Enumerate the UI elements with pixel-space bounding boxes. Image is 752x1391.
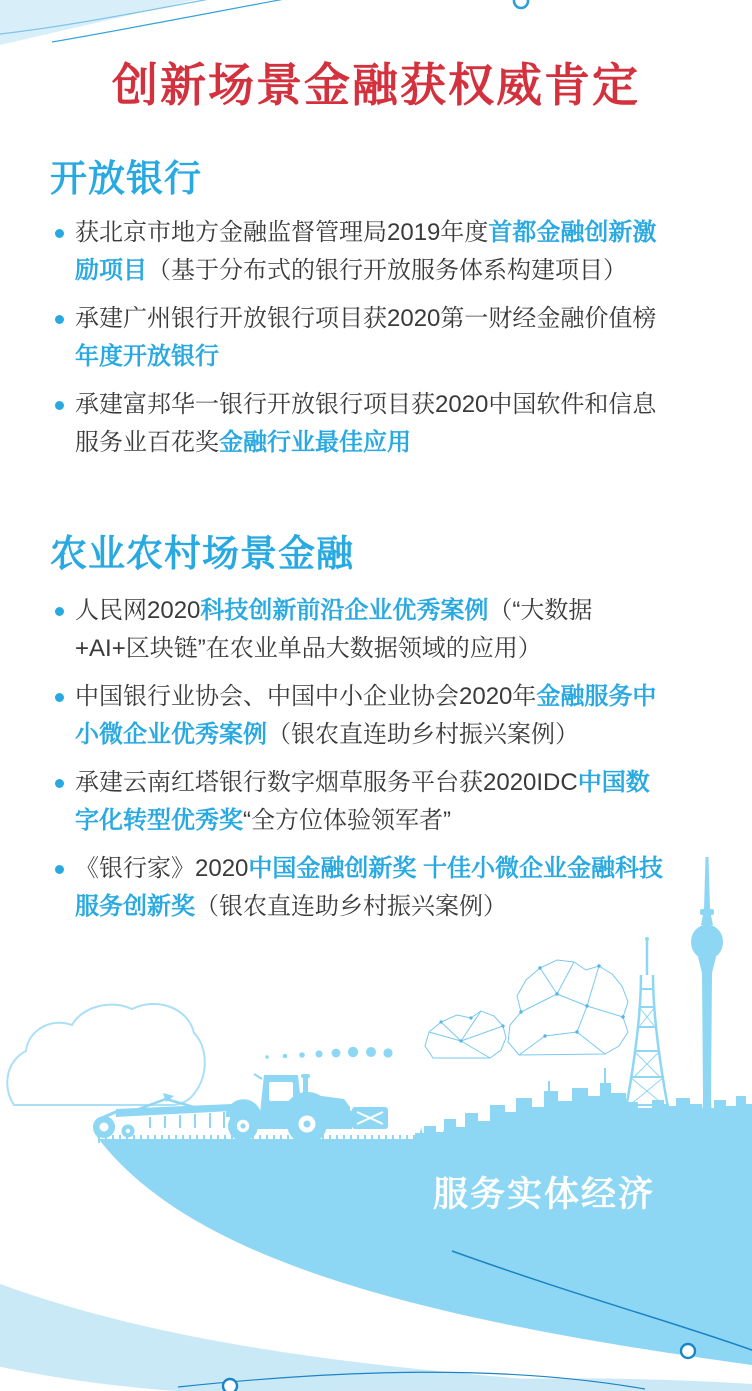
award-text-plain: （银农直连助乡村振兴案例） [267,721,579,748]
ring-icon [514,0,528,8]
award-text-highlight: 中国金融创新奖 十佳小微企业金融科技服务创新奖 [75,855,664,920]
award-text-plain: （基于分布式的银行开放服务体系构建项目） [147,257,627,284]
bullet-dot-icon [55,229,64,238]
section-heading-open-banking: 开放银行 [50,158,202,199]
award-text-highlight: 年度开放银行 [75,343,219,370]
mesh-cloud-icon [425,960,628,1058]
ground-swoosh [92,1130,752,1365]
dots-trail-icon [265,1047,392,1059]
award-item [50,300,665,376]
ring-icon [681,1344,695,1358]
award-text-highlight: 金融服务中小微企业优秀案例 [75,683,657,748]
award-text-highlight: 科技创新前沿企业优秀案例 [200,597,489,624]
bullet-dot-icon [55,693,64,702]
award-item [50,386,665,462]
section-heading-agriculture: 农业农村场景金融 [50,533,354,574]
bullet-dot-icon [55,607,64,616]
award-text-plain: 《银行家》2020 [75,855,249,882]
award-text-plain: （银农直连助乡村振兴案例） [195,893,507,920]
bullet-dot-icon [55,315,64,324]
award-text-plain: “全方位体验领军者” [243,807,451,834]
award-text-plain: 获北京市地方金融监督管理局2019年度 [75,219,489,246]
award-item [50,592,665,668]
award-item [50,678,665,754]
award-text-plain: 承建广州银行开放银行项目获2020第一财经金融价值榜 [75,305,657,332]
award-text-highlight: 中国数字化转型优秀奖 [75,769,650,834]
award-text-highlight: 金融行业最佳应用 [219,429,411,456]
award-item [50,764,665,840]
top-decor [0,0,752,60]
award-text-highlight: 首都金融创新激励项目 [75,219,657,284]
bullet-dot-icon [55,779,64,788]
slogan-text: 服务实体经济 [433,1175,656,1214]
award-text-plain: （“大数据+AI+区块链”在农业单品大数据领域的应用） [75,597,593,662]
tv-tower-icon [691,857,723,1141]
bottom-illustration [0,855,752,1391]
award-item [50,214,665,290]
outline-cloud-icon [7,1004,205,1105]
award-list-open-banking [50,214,665,472]
page-title: 创新场景金融获权威肯定 [112,59,640,111]
award-text-plain: 人民网2020 [75,597,201,624]
ring-icon [223,1379,237,1391]
award-text-plain: 承建富邦华一银行开放银行项目获2020中国软件和信息服务业百花奖 [75,391,657,456]
award-text-plain: 承建云南红塔银行数字烟草服务平台获2020IDC [75,769,578,796]
bullet-dot-icon [55,401,64,410]
award-text-plain: 中国银行业协会、中国中小企业协会2020年 [75,683,537,710]
